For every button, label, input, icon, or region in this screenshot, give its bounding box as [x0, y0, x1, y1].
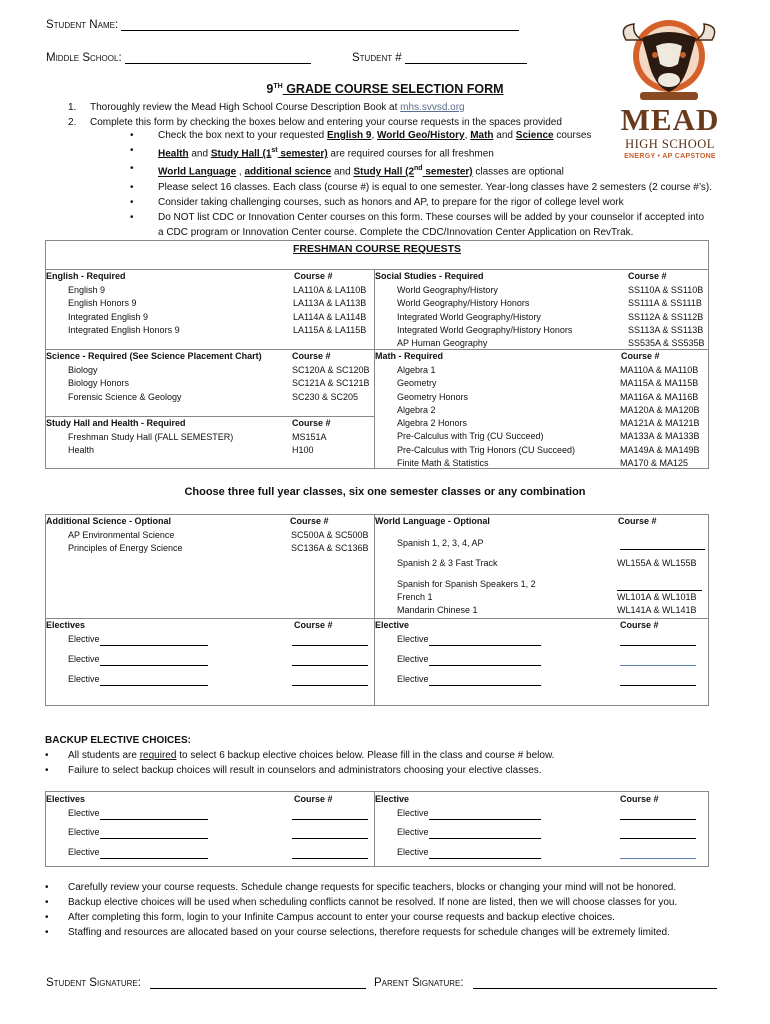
math-course-list — [397, 364, 575, 470]
step-1: 1. Thoroughly review the Mead High School Course Description Book at mhs.svvsd.org — [68, 102, 465, 113]
list-item: World Geography/History Honors — [397, 298, 530, 309]
instructions-steps — [68, 100, 562, 130]
list-item: Integrated English Honors 9 — [68, 324, 180, 335]
course-code: MA133A & MA133B — [620, 431, 700, 442]
backup-title: BACKUP ELECTIVE CHOICES: — [45, 735, 191, 746]
course-code: SC136A & SC136B — [291, 543, 369, 554]
parent-signature-row — [374, 977, 717, 989]
final-notes — [45, 880, 745, 940]
backup-bullets — [45, 748, 725, 778]
elective-code-field[interactable] — [620, 673, 696, 686]
student-name-label: Student Name: — [46, 19, 119, 31]
course-code: SC230 & SC205 — [292, 391, 359, 402]
course-code: MA116A & MA116B — [620, 391, 699, 402]
wl-code-french: WL101A & WL101B — [617, 592, 697, 602]
course-code: SS112A & SS112B — [628, 311, 704, 322]
science-course-list — [68, 364, 182, 404]
logo-subtitle: HIGH SCHOOL — [625, 137, 715, 151]
backup-elective-row[interactable]: Elective — [397, 826, 541, 839]
note-item: • After completing this form, login to your Infinite Campus account to enter your course requests and backup elective choices. — [45, 912, 615, 923]
social-course-header: Course # — [628, 271, 667, 281]
backup-course-header: Course # — [294, 794, 333, 804]
student-signature-field[interactable] — [150, 977, 366, 989]
electives-header: Electives — [46, 620, 86, 630]
backup-elective-row[interactable]: Elective — [397, 807, 541, 820]
course-book-link[interactable]: mhs.svvsd.org — [400, 102, 465, 113]
wl-item-french: French 1 — [397, 592, 433, 602]
course-code: SC500A & SC500B — [291, 530, 369, 540]
social-studies-header: Social Studies - Required — [375, 271, 484, 281]
list-item: Integrated World Geography/History Honors — [397, 324, 573, 335]
wl-item-fasttrack: Spanish 2 & 3 Fast Track — [397, 558, 498, 568]
list-item: Forensic Science & Geology — [68, 391, 182, 402]
list-item: English Honors 9 — [68, 298, 137, 309]
list-item: Finite Math & Statistics — [397, 458, 489, 469]
math-course-codes — [620, 364, 700, 470]
english-course-list — [68, 284, 180, 337]
course-code: SC121A & SC121B — [292, 378, 370, 389]
parent-signature-label: Parent Signature: — [374, 977, 464, 989]
elective-row[interactable]: Elective — [68, 653, 208, 666]
science-course-header: Course # — [292, 351, 331, 361]
elective-code-field[interactable] — [620, 633, 696, 646]
backup-code-field[interactable] — [292, 826, 368, 839]
list-item: Algebra 2 Honors — [397, 418, 468, 429]
parent-signature-field[interactable] — [473, 977, 717, 989]
list-item: Principles of Energy Science — [68, 543, 183, 554]
note-item: • Staffing and resources are allocated based on your course selections, therefore requests for schedule changes will be extremely limited. — [45, 927, 670, 938]
list-item: Algebra 2 — [397, 404, 436, 415]
studyhall-header: Study Hall and Health - Required — [46, 418, 186, 428]
elective-code-field[interactable] — [292, 673, 368, 686]
student-number-row — [352, 52, 527, 64]
bullet-health-studyhall: • Health and Study Hall (1st semester) are required courses for all freshmen — [130, 145, 494, 160]
page-title: 9TH GRADE COURSE SELECTION FORM — [266, 82, 504, 96]
bullet-required-courses: • Check the box next to your requested English 9, World Geo/History, Math and Science courses — [130, 130, 592, 141]
backup-bullet-failure: • Failure to select backup choices will result in counselors and administrators choosing your elective classes. — [45, 765, 542, 776]
list-item: English 9 — [68, 285, 106, 295]
additional-science-header: Additional Science - Optional — [46, 516, 172, 526]
world-language-header: World Language - Optional — [375, 516, 490, 526]
wl-code-field-spanish[interactable] — [620, 537, 705, 550]
list-item: Geometry Honors — [397, 391, 469, 402]
course-code: SS535A & SS535B — [628, 338, 705, 349]
wl-course-header: Course # — [618, 516, 657, 526]
list-item: Biology Honors — [68, 378, 130, 389]
elective-row[interactable]: Elective — [68, 633, 208, 646]
elective-row[interactable]: Elective — [397, 673, 541, 686]
course-code: MA115A & MA115B — [620, 378, 699, 389]
list-item: Pre-Calculus with Trig Honors (CU Succeed) — [397, 444, 576, 455]
social-course-codes — [628, 284, 705, 350]
note-item: • Backup elective choices will be used when scheduling conflicts cannot be resolved. If none are listed, then we will choose classes for you. — [45, 897, 678, 908]
wl-code-field-sss[interactable] — [617, 578, 702, 591]
elective-code-field[interactable] — [292, 653, 368, 666]
electives-course-header: Course # — [294, 620, 333, 630]
course-code: LA113A & LA113B — [293, 298, 367, 309]
addsci-course-codes — [291, 529, 369, 556]
logo-name: MEAD — [620, 102, 720, 137]
list-item: Biology — [68, 365, 98, 375]
math-course-header: Course # — [621, 351, 660, 361]
course-code: SS113A & SS113B — [628, 324, 704, 335]
freshman-title: FRESHMAN COURSE REQUESTS — [292, 243, 461, 255]
backup-course-header-2: Course # — [620, 794, 659, 804]
elective-course-header: Course # — [620, 620, 659, 630]
english-course-header: Course # — [294, 271, 333, 281]
choose-combination-text: Choose three full year classes, six one semester classes or any combination — [184, 486, 586, 498]
bullet-16-classes: • Please select 16 classes. Each class (course #) is equal to one semester. Year-long classes have 2 semesters (2 course #’s). — [130, 181, 712, 193]
course-code: MA149A & MA149B — [620, 444, 700, 455]
course-code: MS151A — [292, 432, 327, 442]
backup-elective-row[interactable]: Elective — [397, 846, 541, 859]
list-item: AP Human Geography — [397, 338, 488, 349]
social-course-list — [397, 284, 572, 350]
course-code: MA120A & MA120B — [620, 404, 700, 415]
list-item: World Geography/History — [397, 285, 498, 295]
course-code: MA170 & MA125 — [620, 458, 689, 469]
course-code: SC120A & SC120B — [292, 365, 370, 375]
student-signature-label: Student Signature: — [46, 977, 141, 989]
backup-elective-row[interactable]: Elective — [68, 826, 208, 839]
studyhall-course-list — [68, 431, 233, 458]
wl-item-spanish: Spanish 1, 2, 3, 4, AP — [397, 538, 484, 548]
course-code: SS111A & SS111B — [628, 298, 702, 309]
list-item: Pre-Calculus with Trig (CU Succeed) — [397, 431, 544, 442]
wl-item-mandarin: Mandarin Chinese 1 — [397, 605, 478, 615]
elective-row[interactable]: Elective — [397, 633, 541, 646]
step-2: 2. Complete this form by checking the boxes below and entering your course requests in the spaces provided — [68, 117, 562, 128]
backup-bullet-required: • All students are required to select 6 backup elective choices below. Please fill in the class and course # below. — [45, 750, 555, 761]
bullet-challenging: • Consider taking challenging courses, such as honors and AP, to prepare for the rigor of college level work — [130, 196, 624, 208]
studyhall-course-header: Course # — [292, 418, 331, 428]
course-code: SS110A & SS110B — [628, 285, 704, 295]
course-code: LA114A & LA114B — [293, 311, 367, 322]
elective-header: Elective — [375, 620, 410, 630]
backup-code-field[interactable] — [620, 807, 696, 820]
list-item: Geometry — [397, 378, 437, 389]
backup-code-field[interactable] — [292, 846, 368, 859]
backup-elective-row[interactable]: Elective — [68, 807, 208, 820]
list-item: Algebra 1 — [397, 365, 436, 375]
elective-row[interactable]: Elective — [397, 653, 541, 666]
english-header: English - Required — [46, 271, 126, 281]
middle-school-row — [46, 52, 311, 64]
science-course-codes — [292, 364, 370, 404]
course-code: MA121A & MA121B — [620, 418, 700, 429]
list-item: Integrated World Geography/History — [397, 311, 541, 322]
middle-school-label: Middle School: — [46, 52, 122, 64]
bullet-optional: • World Language , additional science and Study Hall (2nd semester) classes are optional — [130, 163, 564, 178]
middle-school-field[interactable] — [125, 52, 311, 64]
course-code: H100 — [292, 445, 314, 456]
student-number-label: Student # — [352, 52, 402, 64]
wl-code-mandarin: WL141A & WL141B — [617, 605, 697, 615]
course-code: LA115A & LA115B — [293, 324, 367, 335]
elective-row[interactable]: Elective — [68, 673, 208, 686]
addsci-course-list — [68, 529, 183, 556]
addsci-course-header: Course # — [290, 516, 329, 526]
instructions-bullets — [130, 128, 730, 240]
course-code: LA110A & LA110B — [293, 285, 367, 295]
wl-code-fasttrack: WL155A & WL155B — [617, 558, 697, 568]
logo-tagline: ENERGY • AP CAPSTONE — [624, 153, 716, 160]
student-name-field[interactable] — [121, 19, 519, 31]
list-item: Health — [68, 445, 95, 456]
elective-code-field[interactable] — [620, 653, 696, 666]
backup-elective-row[interactable]: Elective — [68, 846, 208, 859]
backup-code-field[interactable] — [620, 826, 696, 839]
list-item: AP Environmental Science — [68, 530, 175, 540]
wl-item-sss: Spanish for Spanish Speakers 1, 2 — [397, 579, 536, 589]
bullet-cdc: • Do NOT list CDC or Innovation Center courses on this form. These courses will be added by your counselor if accepted into a CDC program or Innovation Center course. Complete the CDC/Innovation Center Application on RevTrak. — [130, 211, 705, 238]
backup-code-field[interactable] — [620, 846, 696, 859]
backup-code-field[interactable] — [292, 807, 368, 820]
backup-elective-header: Elective — [375, 794, 410, 804]
list-item: Freshman Study Hall (FALL SEMESTER) — [68, 432, 234, 442]
english-course-codes — [293, 284, 366, 337]
student-name-row — [46, 19, 519, 31]
elective-code-field[interactable] — [292, 633, 368, 646]
science-header: Science - Required (See Science Placement Chart) — [46, 351, 262, 361]
studyhall-course-codes — [292, 431, 327, 458]
math-header: Math - Required — [375, 351, 444, 361]
note-item: • Carefully review your course requests. Schedule change requests for specific teachers, blocks or changing your mind will not be honored. — [45, 882, 677, 893]
backup-electives-header: Electives — [46, 794, 86, 804]
course-code: MA110A & MA110B — [620, 365, 699, 375]
student-signature-row — [46, 977, 366, 989]
student-number-field[interactable] — [405, 52, 527, 64]
list-item: Integrated English 9 — [68, 311, 149, 322]
